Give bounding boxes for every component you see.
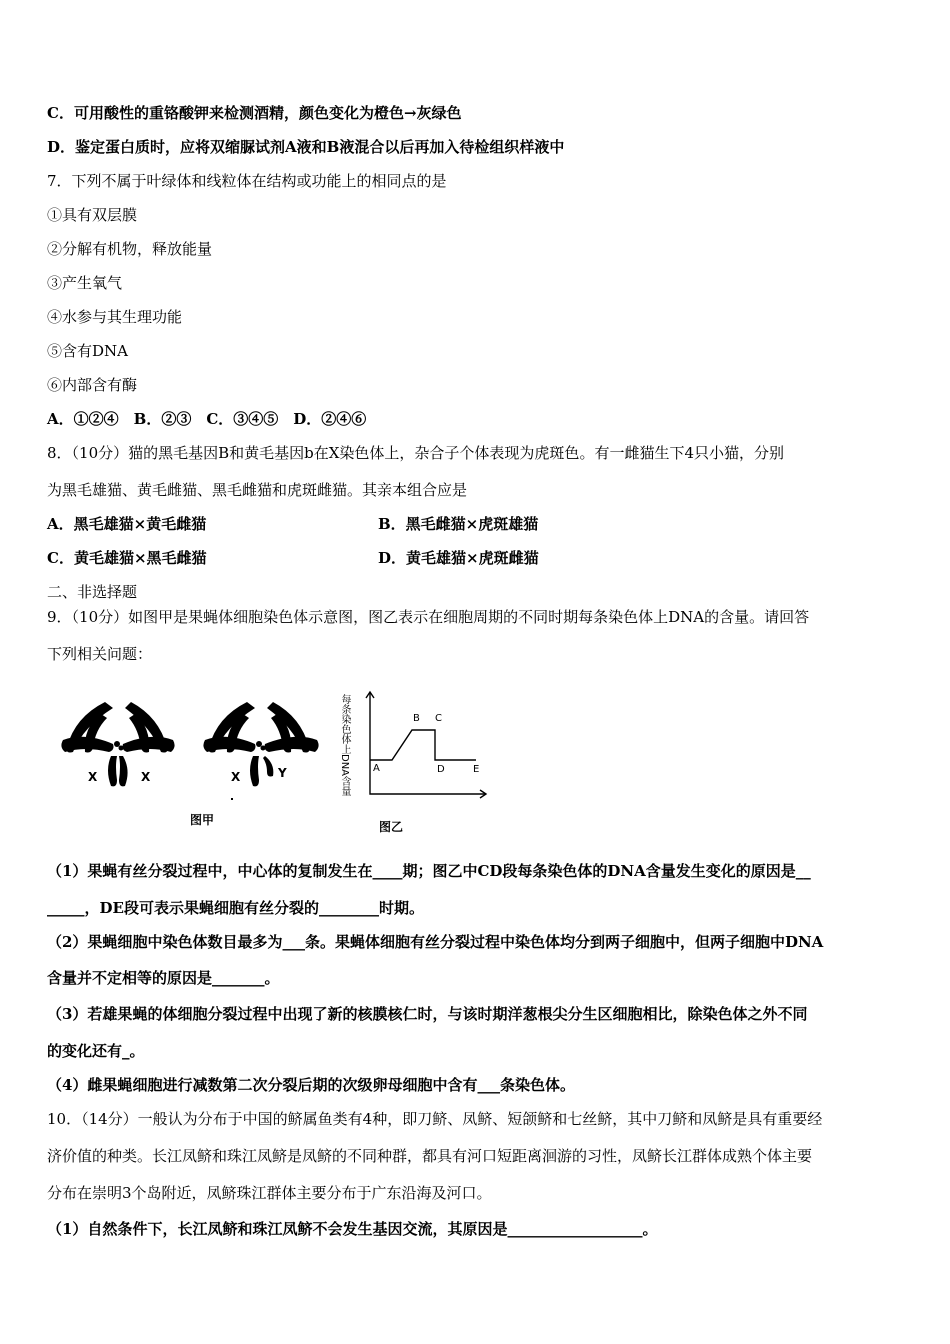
q7-item-6: ⑥内部含有酶 [47,376,138,394]
q9-part2-line2: 含量并不定相等的原因是_______。 [47,969,280,987]
q8-stem-line2: 为黑毛雄猫、黄毛雌猫、黑毛雌猫和虎斑雌猫。其亲本组合应是 [47,481,468,499]
graph-point-label: C [435,713,442,724]
q6-option-d: D．鉴定蛋白质时，应将双缩脲试剂A液和B液混合以后再加入待检组织样液中 [47,138,565,156]
q9-part1-line2: _____，DE段可表示果蝇细胞有丝分裂的________时期。 [47,899,424,917]
chromosome-label: X [88,770,98,784]
q9-stem-line2: 下列相关问题： [47,645,153,663]
q9-part3-line1: （3）若雄果蝇的体细胞分裂过程中出现了新的核膜核仁时，与该时期洋葱根尖分生区细胞相比，除染色体之外不同 [47,1005,808,1023]
graph-point-label: B [413,713,420,724]
q9-stem-line1: 9．（10分）如图甲是果蝇体细胞染色体示意图，图乙表示在细胞周期的不同时期每条染色体上DNA的含量。请回答 [47,608,810,626]
q7-options: A．①②④ B．②③ C．③④⑤ D．②④⑥ [47,410,367,428]
chromosome-label: X [231,770,241,784]
q7-item-4: ④水参与其生理功能 [47,308,183,326]
q7-item-5: ⑤含有DNA [47,342,128,360]
figure-yi-graph [352,690,492,802]
figure-yi-ylabel: 每条染色体上DNA含量 [339,694,350,797]
q7-item-3: ③产生氧气 [47,274,123,292]
q10-stem-line2: 济价值的种类。长江凤鲚和珠江凤鲚是凤鲚的不同种群，都具有河口短距离洄游的习性，凤鲚长江群体成熟个体主要 [47,1147,813,1165]
q10-stem-line1: 10．（14分）一般认为分布于中国的鲚属鱼类有4种，即刀鲚、凤鲚、短颌鲚和七丝鲚，其中刀鲚和凤鲚是具有重要经 [47,1110,823,1128]
q8-option-d: D．黄毛雄猫×虎斑雌猫 [378,549,539,567]
q8-option-c: C．黄毛雄猫×黑毛雌猫 [47,549,207,567]
q8-option-b: B．黑毛雌猫×虎斑雄猫 [378,515,539,533]
q10-part1: （1）自然条件下，长江凤鲚和珠江凤鲚不会发生基因交流，其原因是__________________。 [47,1220,658,1238]
q7-item-2: ②分解有机物，释放能量 [47,240,213,258]
figure-yi-caption: 图乙 [379,820,404,834]
graph-point-label: D [437,764,445,775]
q6-option-c: C．可用酸性的重铬酸钾来检测酒精，颜色变化为橙色→灰绿色 [47,104,462,122]
graph-point-label: E [473,764,480,775]
section-heading: 二、非选择题 [47,583,138,601]
q10-stem-line3: 分布在崇明3个岛附近，凤鲚珠江群体主要分布于广东沿海及河口。 [47,1184,492,1202]
graph-point-label: A [373,763,380,774]
q9-part1-line1: （1）果蝇有丝分裂过程中，中心体的复制发生在____期；图乙中CD段每条染色体的DNA含量发生变化的原因是__ [47,862,811,880]
chromosome-label: X [141,770,151,784]
figure-jia-caption: 图甲 [190,813,215,827]
q9-part2-line1: （2）果蝇细胞中染色体数目最多为___条。果蝇体细胞有丝分裂过程中染色体均分到两子细胞中，但两子细胞中DNA [47,933,824,951]
q8-stem-line1: 8．（10分）猫的黑毛基因B和黄毛基因b在X染色体上，杂合子个体表现为虎斑色。有一雌猫生下4只小猫，分别 [47,444,784,462]
q7-item-1: ①具有双层膜 [47,206,138,224]
figure-jia-chromosomes [55,692,330,804]
q8-option-a: A．黑毛雄猫×黄毛雌猫 [47,515,207,533]
q9-part4: （4）雌果蝇细胞进行减数第二次分裂后期的次级卵母细胞中含有___条染色体。 [47,1076,575,1094]
q7-stem: 7．下列不属于叶绿体和线粒体在结构或功能上的相同点的是 [47,172,447,190]
q9-part3-line2: 的变化还有_。 [47,1042,145,1060]
chromosome-label: Y [278,766,287,780]
